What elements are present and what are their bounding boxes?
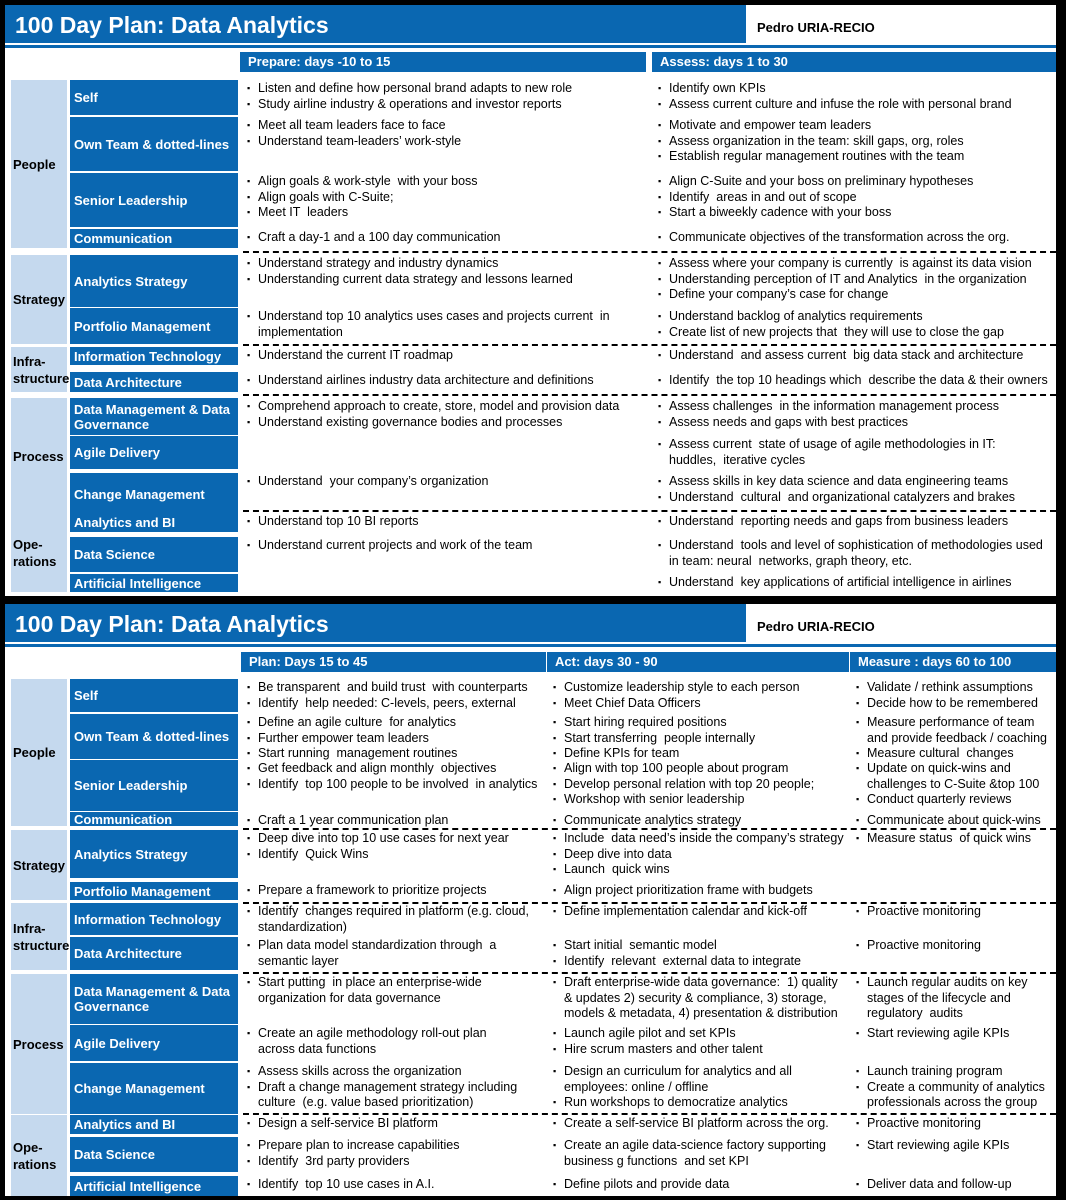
bullet-item: ▪ Identify top 10 use cases in A.I.	[247, 1177, 435, 1193]
plan-cell	[658, 348, 1023, 364]
row-label-data-science: Data Science	[70, 1137, 238, 1172]
plan-cell	[553, 1064, 792, 1111]
row-label-communication: Communication	[70, 229, 238, 248]
plan-cell	[553, 680, 800, 711]
bullet-item: ▪ Understand reporting needs and gaps from business leaders	[658, 514, 1008, 530]
bullet-item: ▪ Draft enterprise-wide data governance: 1) quality & updates 2) security & compliance, 3) storage, models & metadata, 4) presentation & distribution	[553, 975, 838, 1022]
plan-cell	[553, 813, 741, 829]
bullet-item: ▪ Proactive monitoring	[856, 938, 981, 954]
bullet-item: ▪ Proactive monitoring	[856, 904, 981, 920]
bullet-item: ▪ Launch quick wins	[553, 862, 844, 878]
bullet-item: ▪ Assess organization in the team: skill gaps, org, roles	[658, 134, 964, 150]
bullet-item: ▪ Identify Quick Wins	[247, 847, 509, 863]
bullet-item: ▪ Plan data model standardization through a semantic layer	[247, 938, 496, 969]
plan-cell	[247, 938, 496, 969]
category-infra-structure: Infra- structure	[11, 347, 67, 392]
plan-cell	[658, 538, 1043, 569]
bullet-item: ▪ Start running management routines	[247, 746, 457, 762]
bullet-item: ▪ Craft a day-1 and a 100 day communication	[247, 230, 501, 246]
section-separator	[243, 510, 1056, 512]
bullet-item: ▪ Understand strategy and industry dynamics	[247, 256, 573, 272]
plan-cell	[247, 1138, 460, 1169]
row-label-communication: Communication	[70, 812, 238, 826]
section-separator	[243, 394, 1056, 396]
plan-cell	[247, 1177, 435, 1193]
bullet-item: ▪ Understand current projects and work of the team	[247, 538, 532, 554]
bullet-item: ▪ Start putting in place an enterprise-wide organization for data governance	[247, 975, 482, 1006]
plan-cell	[658, 81, 1012, 112]
plan-cell	[658, 437, 996, 468]
bullet-item: ▪ Customize leadership style to each person	[553, 680, 800, 696]
bullet-item: ▪ Update on quick-wins and challenges to C-Suite &top 100	[856, 761, 1039, 792]
plan-cell	[247, 474, 488, 490]
panel-title: 100 Day Plan: Data Analytics	[15, 12, 329, 38]
bullet-item: ▪ Study airline industry & operations and investor reports	[247, 97, 572, 113]
plan-cell	[553, 883, 813, 899]
plan-cell	[658, 230, 1009, 246]
plan-cell	[856, 975, 1028, 1022]
category-process: Process	[11, 974, 67, 1114]
plan-cell	[553, 904, 807, 920]
bullet-item: ▪ Start reviewing agile KPIs	[856, 1138, 1009, 1154]
bullet-item: ▪ Create an agile methodology roll-out plan across data functions	[247, 1026, 487, 1057]
bullet-item: ▪ Start a biweekly cadence with your boss	[658, 205, 973, 221]
plan-cell	[247, 883, 487, 899]
bullet-item: ▪ Deliver data and follow-up	[856, 1177, 1012, 1193]
plan-cell	[247, 514, 419, 530]
bullet-item: ▪ Listen and define how personal brand adapts to new role	[247, 81, 572, 97]
bullet-item: ▪ Understand team-leaders’ work-style	[247, 134, 461, 150]
plan-cell	[247, 761, 537, 792]
plan-cell	[856, 715, 1047, 762]
row-label-self: Self	[70, 80, 238, 115]
bullet-item: ▪ Align goals & work-style with your boss	[247, 174, 478, 190]
bullet-item: ▪ Craft a 1 year communication plan	[247, 813, 448, 829]
plan-cell	[553, 1177, 729, 1193]
bullet-item: ▪ Further empower team leaders	[247, 731, 457, 747]
bullet-item: ▪ Assess current culture and infuse the role with personal brand	[658, 97, 1012, 113]
plan-cell	[247, 118, 461, 149]
plan-cell	[247, 904, 529, 935]
bullet-item: ▪ Launch regular audits on key stages of the lifecycle and regulatory audits	[856, 975, 1028, 1022]
row-label-information-technology: Information Technology	[70, 347, 238, 365]
title-bar	[5, 5, 746, 43]
author-name: Pedro URIA-RECIO	[757, 20, 875, 35]
bullet-item: ▪ Prepare plan to increase capabilities	[247, 1138, 460, 1154]
plan-cell	[658, 174, 973, 221]
bullet-item: ▪ Design a self-service BI platform	[247, 1116, 438, 1132]
bullet-item: ▪ Validate / rethink assumptions	[856, 680, 1038, 696]
bullet-item: ▪ Design an curriculum for analytics and all employees: online / offline	[553, 1064, 792, 1095]
bullet-item: ▪ Meet all team leaders face to face	[247, 118, 461, 134]
plan-cell	[658, 256, 1032, 303]
row-label-agile-delivery: Agile Delivery	[70, 1025, 238, 1061]
row-label-information-technology: Information Technology	[70, 903, 238, 935]
title-divider	[5, 644, 1056, 647]
row-label-change-management: Change Management	[70, 1063, 238, 1114]
bullet-item: ▪ Be transparent and build trust with counterparts	[247, 680, 528, 696]
bullet-item: ▪ Conduct quarterly reviews	[856, 792, 1039, 808]
bullet-item: ▪ Understand the current IT roadmap	[247, 348, 453, 364]
section-separator	[243, 344, 1056, 346]
bullet-item: ▪ Align project prioritization frame with budgets	[553, 883, 813, 899]
bullet-item: ▪ Understand your company’s organization	[247, 474, 488, 490]
row-label-portfolio-management: Portfolio Management	[70, 308, 238, 344]
bullet-item: ▪ Measure cultural changes	[856, 746, 1047, 762]
bullet-item: ▪ Create a community of analytics professionals across the group	[856, 1080, 1045, 1111]
bullet-item: ▪ Assess needs and gaps with best practices	[658, 415, 999, 431]
row-label-own-team-dotted-lines: Own Team & dotted-lines	[70, 714, 238, 759]
row-label-change-management: Change Management	[70, 473, 238, 515]
plan-cell	[658, 575, 1012, 591]
category-ope-rations: Ope- rations	[11, 513, 67, 592]
title-divider	[5, 45, 1056, 48]
bullet-item: ▪ Communicate objectives of the transformation across the org.	[658, 230, 1009, 246]
bullet-item: ▪ Start transferring people internally	[553, 731, 755, 747]
phase-header: Measure : days 60 to 100	[850, 652, 1056, 672]
plan-cell	[247, 174, 478, 221]
category-people: People	[11, 679, 67, 826]
plan-cell	[553, 975, 838, 1022]
bullet-item: ▪ Meet Chief Data Officers	[553, 696, 800, 712]
bullet-item: ▪ Measure status of quick wins	[856, 831, 1031, 847]
bullet-item: ▪ Hire scrum masters and other talent	[553, 1042, 763, 1058]
plan-cell	[247, 399, 619, 430]
bullet-item: ▪ Understand top 10 analytics uses cases and projects current in implementation	[247, 309, 610, 340]
bullet-item: ▪ Create list of new projects that they will use to close the gap	[658, 325, 1004, 341]
category-strategy: Strategy	[11, 830, 67, 900]
bullet-item: ▪ Understanding perception of IT and Analytics in the organization	[658, 272, 1032, 288]
plan-cell	[856, 1177, 1012, 1193]
plan-cell	[658, 514, 1008, 530]
plan-cell	[553, 1026, 763, 1057]
bullet-item: ▪ Understand tools and level of sophistication of methodologies used in team: neural networks, graph theory, etc.	[658, 538, 1043, 569]
plan-cell	[553, 1116, 829, 1132]
plan-cell	[658, 399, 999, 430]
bullet-item: ▪ Include data need’s inside the company’s strategy	[553, 831, 844, 847]
plan-cell	[658, 118, 964, 165]
plan-cell	[856, 904, 981, 920]
bullet-item: ▪ Comprehend approach to create, store, model and provision data	[247, 399, 619, 415]
bullet-item: ▪ Identify changes required in platform (e.g. cloud, standardization)	[247, 904, 529, 935]
bullet-item: ▪ Identify top 100 people to be involved in analytics	[247, 777, 537, 793]
bullet-item: ▪ Understand existing governance bodies and processes	[247, 415, 619, 431]
bullet-item: ▪ Start initial semantic model	[553, 938, 801, 954]
plan-cell	[247, 680, 528, 711]
bullet-item: ▪ Assess skills in key data science and data engineering teams	[658, 474, 1015, 490]
bullet-item: ▪ Start reviewing agile KPIs	[856, 1026, 1009, 1042]
plan-cell	[247, 256, 573, 287]
plan-cell	[247, 538, 532, 554]
plan-cell	[247, 81, 572, 112]
row-label-data-management-data-governance: Data Management & Data Governance	[70, 398, 238, 435]
row-label-agile-delivery: Agile Delivery	[70, 436, 238, 469]
plan-cell	[553, 715, 755, 762]
panel-title: 100 Day Plan: Data Analytics	[15, 611, 329, 637]
row-label-analytics-strategy: Analytics Strategy	[70, 255, 238, 307]
bullet-item: ▪ Identify areas in and out of scope	[658, 190, 973, 206]
bullet-item: ▪ Run workshops to democratize analytics	[553, 1095, 792, 1111]
category-strategy: Strategy	[11, 255, 67, 344]
plan-cell	[856, 813, 1041, 829]
bullet-item: ▪ Deep dive into top 10 use cases for next year	[247, 831, 509, 847]
bullet-item: ▪ Understand cultural and organizational catalyzers and brakes	[658, 490, 1015, 506]
bullet-item: ▪ Assess skills across the organization	[247, 1064, 517, 1080]
bullet-item: ▪ Motivate and empower team leaders	[658, 118, 964, 134]
plan-cell	[553, 761, 814, 808]
row-label-senior-leadership: Senior Leadership	[70, 173, 238, 227]
bullet-item: ▪ Understand and assess current big data stack and architecture	[658, 348, 1023, 364]
row-label-own-team-dotted-lines: Own Team & dotted-lines	[70, 117, 238, 171]
plan-cell	[856, 1138, 1009, 1154]
bullet-item: ▪ Define your company’s case for change	[658, 287, 1032, 303]
plan-cell	[856, 938, 981, 954]
plan-cell	[856, 1026, 1009, 1042]
bullet-item: ▪ Start hiring required positions	[553, 715, 755, 731]
plan-cell	[856, 1116, 981, 1132]
plan-cell	[553, 938, 801, 969]
bullet-item: ▪ Proactive monitoring	[856, 1116, 981, 1132]
plan-cell	[247, 230, 501, 246]
bullet-item: ▪ Identify help needed: C-levels, peers, external	[247, 696, 528, 712]
bullet-item: ▪ Get feedback and align monthly objectives	[247, 761, 537, 777]
row-label-data-management-data-governance: Data Management & Data Governance	[70, 974, 238, 1024]
plan-cell	[856, 680, 1038, 711]
author-name: Pedro URIA-RECIO	[757, 619, 875, 634]
bullet-item: ▪ Define KPIs for team	[553, 746, 755, 762]
plan-panel-prepare-assess	[5, 5, 1056, 596]
bullet-item: ▪ Measure performance of team and provide feedback / coaching	[856, 715, 1047, 746]
phase-header: Prepare: days -10 to 15	[240, 52, 646, 72]
bullet-item: ▪ Assess where your company is currently is against its data vision	[658, 256, 1032, 272]
plan-cell	[553, 831, 844, 878]
bullet-item: ▪ Deep dive into data	[553, 847, 844, 863]
row-label-artificial-intelligence: Artificial Intelligence	[70, 574, 238, 592]
bullet-item: ▪ Develop personal relation with top 20 people;	[553, 777, 814, 793]
bullet-item: ▪ Establish regular management routines with the team	[658, 149, 964, 165]
bullet-item: ▪ Align C-Suite and your boss on preliminary hypotheses	[658, 174, 973, 190]
bullet-item: ▪ Communicate analytics strategy	[553, 813, 741, 829]
plan-cell	[658, 474, 1015, 505]
row-label-analytics-and-bi: Analytics and BI	[70, 1115, 238, 1134]
row-label-data-architecture: Data Architecture	[70, 937, 238, 970]
row-label-senior-leadership: Senior Leadership	[70, 760, 238, 811]
plan-cell	[247, 831, 509, 862]
bullet-item: ▪ Define pilots and provide data	[553, 1177, 729, 1193]
category-ope-rations: Ope- rations	[11, 1115, 67, 1196]
plan-cell	[247, 348, 453, 364]
row-label-artificial-intelligence: Artificial Intelligence	[70, 1176, 238, 1196]
row-label-self: Self	[70, 679, 238, 712]
bullet-item: ▪ Draft a change management strategy including culture (e.g. value based prioritization)	[247, 1080, 517, 1111]
bullet-item: ▪ Create a self-service BI platform across the org.	[553, 1116, 829, 1132]
bullet-item: ▪ Understand airlines industry data architecture and definitions	[247, 373, 594, 389]
phase-header: Act: days 30 - 90	[547, 652, 849, 672]
plan-cell	[247, 1026, 487, 1057]
bullet-item: ▪ Understanding current data strategy and lessons learned	[247, 272, 573, 288]
bullet-item: ▪ Align with top 100 people about program	[553, 761, 814, 777]
bullet-item: ▪ Define implementation calendar and kick-off	[553, 904, 807, 920]
bullet-item: ▪ Understand backlog of analytics requirements	[658, 309, 1004, 325]
bullet-item: ▪ Assess current state of usage of agile methodologies in IT: huddles, iterative cycles	[658, 437, 996, 468]
bullet-item: ▪ Identify relevant external data to integrate	[553, 954, 801, 970]
bullet-item: ▪ Workshop with senior leadership	[553, 792, 814, 808]
plan-cell	[247, 1116, 438, 1132]
bullet-item: ▪ Decide how to be remembered	[856, 696, 1038, 712]
plan-cell	[658, 309, 1004, 340]
row-label-analytics-and-bi: Analytics and BI	[70, 513, 238, 532]
category-infra-structure: Infra- structure	[11, 903, 67, 970]
row-label-analytics-strategy: Analytics Strategy	[70, 830, 238, 878]
bullet-item: ▪ Create an agile data-science factory supporting business g functions and set KPI	[553, 1138, 826, 1169]
bullet-item: ▪ Launch training program	[856, 1064, 1045, 1080]
bullet-item: ▪ Align goals with C-Suite;	[247, 190, 478, 206]
plan-cell	[856, 761, 1039, 808]
bullet-item: ▪ Prepare a framework to prioritize projects	[247, 883, 487, 899]
category-process: Process	[11, 398, 67, 515]
title-bar	[5, 604, 746, 642]
section-separator	[243, 1113, 1056, 1115]
bullet-item: ▪ Identify own KPIs	[658, 81, 1012, 97]
plan-cell	[856, 831, 1031, 847]
bullet-item: ▪ Understand top 10 BI reports	[247, 514, 419, 530]
bullet-item: ▪ Launch agile pilot and set KPIs	[553, 1026, 763, 1042]
plan-cell	[553, 1138, 826, 1169]
bullet-item: ▪ Define an agile culture for analytics	[247, 715, 457, 731]
plan-cell	[247, 373, 594, 389]
section-separator	[243, 972, 1056, 974]
plan-cell	[247, 309, 610, 340]
category-people: People	[11, 80, 67, 248]
plan-cell	[856, 1064, 1045, 1111]
bullet-item: ▪ Assess challenges in the information management process	[658, 399, 999, 415]
phase-header: Assess: days 1 to 30	[652, 52, 1056, 72]
row-label-portfolio-management: Portfolio Management	[70, 882, 238, 900]
plan-cell	[247, 975, 482, 1006]
bullet-item: ▪ Identify 3rd party providers	[247, 1154, 460, 1170]
phase-header: Plan: Days 15 to 45	[241, 652, 546, 672]
plan-cell	[247, 715, 457, 762]
plan-cell	[658, 373, 1048, 389]
plan-cell	[247, 1064, 517, 1111]
row-label-data-science: Data Science	[70, 537, 238, 572]
plan-panel-plan-act-measure	[5, 604, 1056, 1196]
plan-cell	[247, 813, 448, 829]
row-label-data-architecture: Data Architecture	[70, 372, 238, 392]
bullet-item: ▪ Communicate about quick-wins	[856, 813, 1041, 829]
bullet-item: ▪ Meet IT leaders	[247, 205, 478, 221]
bullet-item: ▪ Identify the top 10 headings which describe the data & their owners	[658, 373, 1048, 389]
bullet-item: ▪ Understand key applications of artificial intelligence in airlines	[658, 575, 1012, 591]
section-separator	[243, 251, 1056, 253]
